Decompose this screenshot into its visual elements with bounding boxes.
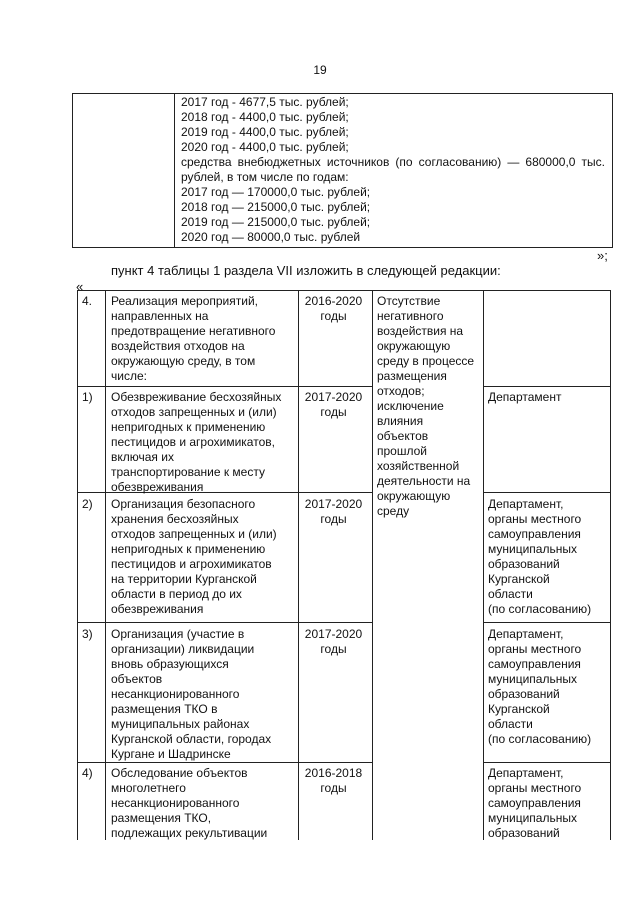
measure-description — [111, 294, 297, 384]
table-border — [372, 290, 373, 840]
text-line: Кургане и Шадринске — [111, 747, 231, 761]
measure-description — [111, 390, 297, 495]
table-border — [77, 386, 373, 387]
amendment-instruction: пункт 4 таблицы 1 раздела VII изложить в следующей редакции: — [111, 263, 501, 278]
measure-description — [111, 497, 297, 617]
text-line: отходов; — [377, 384, 425, 398]
text-line: муниципальных — [488, 542, 577, 556]
text-line: образований — [488, 557, 560, 571]
responsible-party — [488, 497, 610, 617]
table-border — [77, 290, 78, 840]
text-line: Курганской области, городах — [111, 732, 272, 746]
table-border — [483, 386, 611, 387]
text-line: органы местного — [488, 512, 582, 526]
text-line: образований — [488, 826, 560, 840]
text-line: (по согласованию) — [488, 602, 592, 616]
table-border — [298, 290, 299, 840]
text-line: воздействия отходов на — [111, 339, 245, 353]
table-border — [483, 762, 611, 763]
text-line: органы местного — [488, 642, 582, 656]
funding-text-cell — [181, 95, 605, 245]
row-number: 4) — [82, 766, 93, 780]
text-line: Департамент — [488, 390, 562, 404]
text-line: отходов запрещенных и (или) — [111, 527, 277, 541]
expected-result — [377, 294, 481, 519]
empty-left-cell — [73, 94, 175, 247]
text-line: области — [488, 587, 533, 601]
text-line: многолетнего — [111, 781, 186, 795]
table-border — [77, 290, 611, 291]
text-line: негативного — [377, 309, 444, 323]
opening-quote: « — [76, 279, 84, 294]
text-line: хранения бесхозяйных — [111, 512, 239, 526]
funding-line: 2020 год — 80000,0 тыс. рублей — [181, 230, 361, 244]
text-line: числе: — [111, 369, 147, 383]
funding-line: 2017 год - 4677,5 тыс. рублей; — [181, 95, 349, 109]
text-line: обезвреживания — [111, 602, 204, 616]
text-line: области в период до их — [111, 587, 242, 601]
text-line: 2016-2018 — [304, 766, 363, 780]
measures-table — [77, 290, 611, 840]
row-number: 1) — [82, 390, 93, 404]
row-number: 3) — [82, 627, 93, 641]
table-border — [483, 290, 484, 840]
text-line: самоуправления — [488, 527, 581, 541]
text-line: исключение — [377, 399, 444, 413]
text-line: окружающую — [377, 339, 451, 353]
measure-period — [298, 294, 369, 324]
text-line: на территории Курганской — [111, 572, 257, 586]
funding-line: 2018 год - 4400,0 тыс. рублей; — [181, 110, 349, 124]
text-line: 2016-2020 — [304, 294, 363, 308]
text-line: объектов — [377, 429, 429, 443]
text-line: Обезвреживание бесхозяйных — [111, 390, 282, 404]
text-line: годы — [320, 405, 347, 419]
text-line: самоуправления — [488, 796, 581, 810]
text-line: деятельности на — [377, 474, 471, 488]
table-border — [77, 762, 373, 763]
funding-line: 2019 год - 4400,0 тыс. рублей; — [181, 125, 349, 139]
table-border — [483, 492, 611, 493]
text-line: прошлой — [377, 444, 427, 458]
text-line: годы — [320, 309, 347, 323]
table-border — [610, 290, 611, 840]
text-line: отходов запрещенных и (или) — [111, 405, 277, 419]
text-line: среду — [377, 504, 410, 518]
text-line: муниципальных районах — [111, 717, 250, 731]
responsible-party — [488, 390, 610, 405]
measure-period — [298, 766, 369, 796]
text-line: самоуправления — [488, 657, 581, 671]
measure-description — [111, 627, 297, 762]
row-number: 4. — [82, 294, 93, 308]
text-line: обезвреживания — [111, 480, 204, 494]
text-line: муниципальных — [488, 672, 577, 686]
text-line: годы — [320, 512, 347, 526]
text-line: подлежащих рекультивации — [111, 826, 268, 840]
text-line: среду в процессе — [377, 354, 475, 368]
text-line: Обследование объектов — [111, 766, 248, 780]
table-border — [77, 622, 373, 623]
table-border — [483, 622, 611, 623]
funding-line: средства внебюджетных источников (по согласованию) — 680000,0 тыс. — [181, 155, 605, 169]
text-line: образований — [488, 687, 560, 701]
text-line: размещения — [377, 369, 447, 383]
text-line: вновь образующихся — [111, 657, 229, 671]
text-line: органы местного — [488, 781, 582, 795]
responsible-party — [488, 627, 610, 747]
text-line: Организация безопасного — [111, 497, 256, 511]
text-line: пестицидов и агрохимикатов, — [111, 435, 275, 449]
text-line: непригодных к применению — [111, 420, 266, 434]
text-line: Департамент, — [488, 497, 564, 511]
text-line: воздействия на — [377, 324, 464, 338]
text-line: окружающую — [377, 489, 451, 503]
text-line: 2017-2020 — [304, 390, 363, 404]
text-line: Департамент, — [488, 766, 564, 780]
funding-line: рублей, в том числе по годам: — [181, 170, 349, 184]
funding-line: 2018 год — 215000,0 тыс. рублей; — [181, 200, 371, 214]
text-line: годы — [320, 781, 347, 795]
text-line: включая их — [111, 450, 174, 464]
text-line: окружающую среду, в том — [111, 354, 256, 368]
text-line: 2017-2020 — [304, 497, 363, 511]
funding-line: 2019 год — 215000,0 тыс. рублей; — [181, 215, 371, 229]
table-border — [105, 290, 106, 840]
text-line: хозяйственной — [377, 459, 460, 473]
measure-period — [298, 497, 369, 527]
page-number: 19 — [313, 63, 327, 77]
text-line: несанкционированного — [111, 796, 240, 810]
text-line: размещения ТКО, — [111, 811, 212, 825]
text-line: области — [488, 717, 533, 731]
responsible-party — [488, 766, 610, 841]
text-line: размещения ТКО в — [111, 702, 218, 716]
text-line: предотвращение негативного — [111, 324, 276, 338]
text-line: пестицидов и агрохимикатов — [111, 557, 272, 571]
text-line: Курганской — [488, 702, 550, 716]
funding-line: 2017 год — 170000,0 тыс. рублей; — [181, 185, 371, 199]
text-line: 2017-2020 — [304, 627, 363, 641]
text-line: Реализация мероприятий, — [111, 294, 258, 308]
text-line: организации) ликвидации — [111, 642, 255, 656]
funding-table-continuation — [72, 93, 613, 248]
text-line: Курганской — [488, 572, 550, 586]
text-line: (по согласованию) — [488, 732, 592, 746]
measure-description — [111, 766, 297, 841]
text-line: Департамент, — [488, 627, 564, 641]
measure-period — [298, 390, 369, 420]
text-line: Отсутствие — [377, 294, 441, 308]
measure-period — [298, 627, 369, 657]
row-number: 2) — [82, 497, 93, 511]
text-line: несанкционированного — [111, 687, 240, 701]
funding-line: 2020 год - 4400,0 тыс. рублей; — [181, 140, 349, 154]
text-line: муниципальных — [488, 811, 577, 825]
text-line: Организация (участие в — [111, 627, 245, 641]
text-line: объектов — [111, 672, 163, 686]
text-line: влияния — [377, 414, 424, 428]
text-line: годы — [320, 642, 347, 656]
text-line: направленных на — [111, 309, 209, 323]
text-line: непригодных к применению — [111, 542, 266, 556]
text-line: транспортирование к месту — [111, 465, 265, 479]
closing-quote: »; — [597, 248, 608, 263]
